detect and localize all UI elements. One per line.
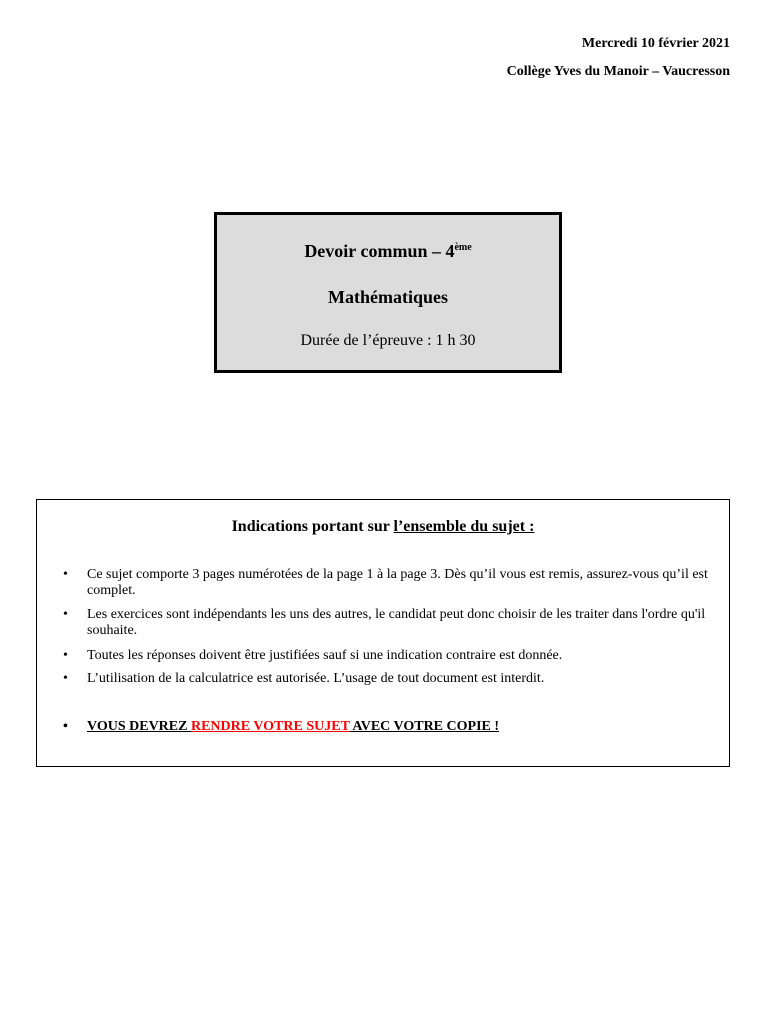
instruction-item <box>63 648 727 664</box>
instruction-text: L’utilisation de la calculatrice est autorisée. L’usage de tout document est interdit. <box>87 671 545 686</box>
exam-subject: Mathématiques <box>328 287 448 307</box>
final-notice-text <box>87 719 727 735</box>
exam-duration: Durée de l’épreuve : 1 h 30 <box>300 332 476 349</box>
exam-title-superscript: ème <box>454 242 472 253</box>
bullet-icon: • <box>63 607 68 622</box>
final-notice <box>63 719 727 735</box>
bullet-icon: • <box>63 671 68 686</box>
bullet-icon: • <box>63 567 68 582</box>
instructions-heading-part1: Indications portant sur <box>231 518 394 535</box>
exam-title <box>217 240 559 262</box>
exam-title-box <box>214 212 562 373</box>
final-notice-part3: AVEC VOTRE COPIE ! <box>349 719 500 734</box>
instruction-text: Toutes les réponses doivent être justifiées sauf si une indication contraire est donnée. <box>87 648 563 663</box>
header-school: Collège Yves du Manoir – Vaucresson <box>506 64 730 79</box>
header-date: Mercredi 10 février 2021 <box>581 36 730 51</box>
instruction-item <box>63 671 727 687</box>
final-notice-part1: VOUS DEVREZ <box>87 719 191 734</box>
instructions-box <box>36 499 730 767</box>
instructions-heading <box>37 517 729 537</box>
instruction-item <box>63 567 727 599</box>
bullet-icon: • <box>63 648 68 663</box>
instruction-item <box>63 607 727 639</box>
final-notice-emphasis: RENDRE VOTRE SUJET <box>190 719 350 734</box>
bullet-icon: • <box>63 719 68 734</box>
instructions-heading-part2: l’ensemble du sujet : <box>393 518 535 535</box>
instruction-text: Ce sujet comporte 3 pages numérotées de la page 1 à la page 3. Dès qu’il vous est remis, assurez-vous qu’il est complet. <box>87 567 708 598</box>
exam-title-text: Devoir commun – 4 <box>304 241 455 261</box>
instruction-text: Les exercices sont indépendants les uns des autres, le candidat peut donc choisir de les traiter dans l'ordre qu'il souhaite. <box>87 607 706 638</box>
